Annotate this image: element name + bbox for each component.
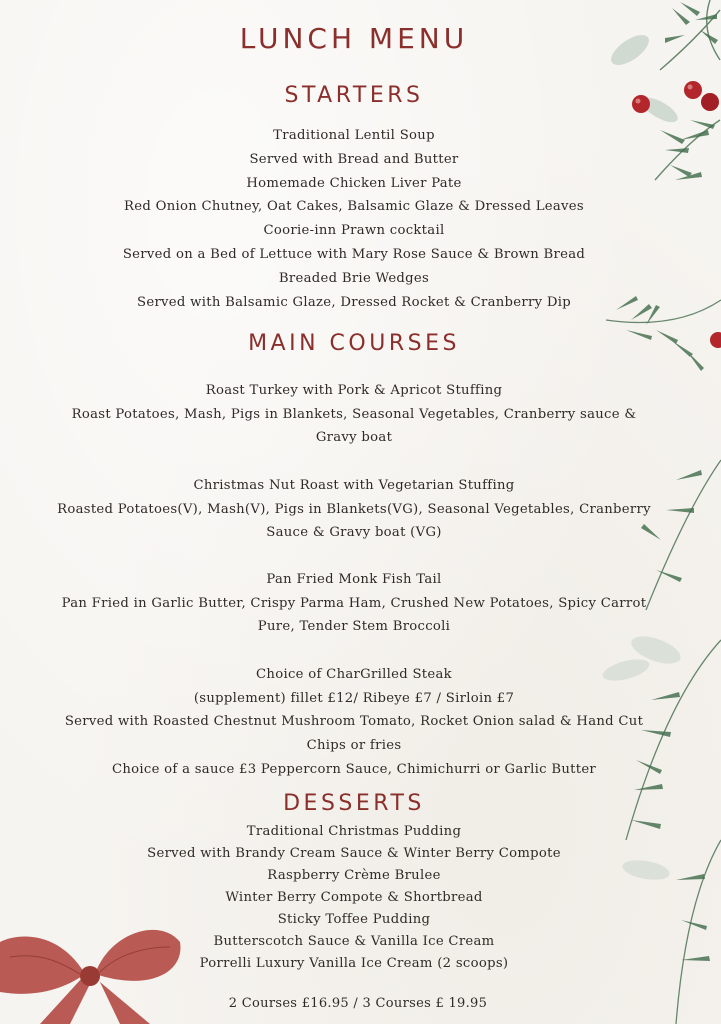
starter-line: Coorie-inn Prawn cocktail: [263, 223, 445, 239]
main-course-item: [0, 663, 708, 782]
main-course-description: Roasted Potatoes(V), Mash(V), Pigs in Blankets(VG), Seasonal Vegetables, Cranberry: [57, 501, 651, 517]
main-course-description: Sauce & Gravy boat (VG): [266, 525, 442, 541]
dessert-line: Porrelli Luxury Vanilla Ice Cream (2 scoops): [199, 956, 509, 971]
dessert-line: Served with Brandy Cream Sauce & Winter Berry Compote: [147, 846, 561, 861]
dessert-line: Winter Berry Compote & Shortbread: [225, 890, 483, 905]
main-course-description: Chips or fries: [306, 738, 402, 754]
desserts-heading: DESSERTS: [283, 791, 425, 816]
dessert-line: Sticky Toffee Pudding: [277, 912, 431, 927]
main-course-item: [0, 568, 708, 639]
price-line: 2 Courses £16.95 / 3 Courses £ 19.95: [228, 996, 488, 1011]
main-course-description: Served with Roasted Chestnut Mushroom Tomato, Rocket Onion salad & Hand Cut: [64, 714, 644, 730]
starter-line: Breaded Brie Wedges: [278, 270, 430, 286]
starter-line: Served with Balsamic Glaze, Dressed Rocket & Cranberry Dip: [137, 294, 571, 310]
main-course-name: Pan Fried Monk Fish Tail: [266, 572, 442, 587]
starters-heading: STARTERS: [284, 83, 424, 108]
menu-title: LUNCH MENU: [239, 22, 469, 55]
main-course-description: Choice of a sauce £3 Peppercorn Sauce, Chimichurri or Garlic Butter: [111, 761, 597, 777]
starter-line: Served with Bread and Butter: [249, 151, 459, 167]
main-course-description: Roast Potatoes, Mash, Pigs in Blankets, Seasonal Vegetables, Cranberry sauce &: [71, 406, 637, 422]
main-course-description: Pan Fried in Garlic Butter, Crispy Parma Ham, Crushed New Potatoes, Spicy Carrot: [61, 595, 647, 611]
main-courses-heading: MAIN COURSES: [248, 331, 460, 356]
dessert-line: Butterscotch Sauce & Vanilla Ice Cream: [213, 934, 495, 949]
starter-line: Served on a Bed of Lettuce with Mary Rose Sauce & Brown Bread: [122, 246, 586, 262]
starters-list: [0, 124, 708, 314]
dessert-line: Raspberry Crème Brulee: [267, 868, 441, 883]
main-course-description: (supplement) fillet £12/ Ribeye £7 / Sirloin £7: [193, 690, 515, 706]
starter-line: Homemade Chicken Liver Pate: [246, 175, 462, 191]
main-course-item: [0, 379, 708, 450]
main-course-name: Christmas Nut Roast with Vegetarian Stuffing: [193, 478, 515, 493]
desserts-list: [0, 821, 708, 975]
main-course-name: Choice of CharGrilled Steak: [256, 667, 452, 682]
dessert-line: Traditional Christmas Pudding: [246, 824, 462, 839]
main-course-name: Roast Turkey with Pork & Apricot Stuffing: [205, 383, 503, 398]
starter-line: Traditional Lentil Soup: [273, 128, 435, 143]
main-course-description: Gravy boat: [315, 430, 393, 446]
starter-line: Red Onion Chutney, Oat Cakes, Balsamic Glaze & Dressed Leaves: [124, 199, 584, 215]
main-course-item: [0, 474, 708, 545]
main-course-description: Pure, Tender Stem Broccoli: [257, 619, 451, 635]
